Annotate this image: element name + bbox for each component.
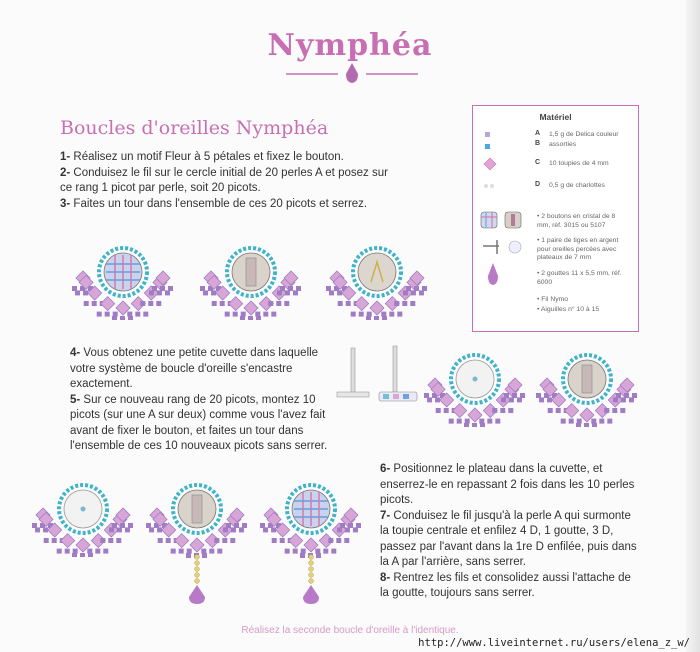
bead-motif-2	[196, 238, 306, 320]
drop-icon	[488, 263, 498, 285]
page-edge	[686, 0, 700, 652]
toupie-icon	[484, 158, 496, 170]
bead-motif-5	[532, 345, 642, 427]
page-title: Nymphéa	[267, 28, 433, 63]
step-6: 6- Positionnez le plateau dans la cuvette, et enserrez-le en repassant 2 fois dans les 10 perles picots.	[380, 463, 635, 506]
step-8: 8- Rentrez les fils et consolidez aussi l'attache de la goutte, toujours sans serrer.	[380, 571, 631, 599]
step-7: 7- Conduisez le fil jusqu'à la perle A qui surmonte la toupie centrale et enfilez 4 D, 1 goutte, 3 D, passez par l'avant dans la 1re D enfilée, puis dans la A par l'arrière, sans serrer.	[380, 509, 637, 568]
title-ornament	[282, 60, 422, 86]
step-5: 5- Sur ce nouveau rang de 20 picots, montez 10 picots (sur une A sur deux) comme vous l'avez fait avant de fixer le bouton, et faites un tour dans l'ensemble de ces 10 nouveaux picots sans serrer.	[70, 393, 328, 452]
bead-motif-4	[420, 345, 530, 427]
earring-post-illustration	[335, 340, 425, 412]
bead-motif-3	[322, 238, 432, 320]
bead-motif-8	[256, 475, 366, 605]
step-4: 4- Vous obtenez une petite cuvette dans laquelle votre système de boucle d'oreille s'encastre exactement.	[70, 347, 319, 390]
bead-motif-6	[28, 475, 138, 557]
materials-title: Matériel	[539, 112, 572, 122]
step-3: 3- Faites un tour dans l'ensemble de ces 20 picots et serrez.	[60, 197, 368, 210]
instructions-1-3	[60, 150, 390, 212]
instructions-6-8	[380, 462, 642, 602]
section-title: Boucles d'oreilles Nymphéa	[60, 117, 329, 139]
source-url: http://www.liveinternet.ru/users/elena_z_w/	[418, 637, 690, 649]
materials-box: Matériel A 1,5 g de Delica couleur B assorties C 10 toupies de 4 mm D 0,5 g de charlottes • 2 boutons en cristal de 8 mm, réf. 3015 ou 5107 • 1 paire de tiges en argent pour oreilles percées avec plateaux de 7 mm • 2 gouttes 11 x 5,5 mm, réf. 6000 • Fil Nymo • Aiguilles n° 10 à 15	[472, 105, 639, 332]
step-1: 1- Réalisez un motif Fleur à 5 pétales et fixez le bouton.	[60, 151, 344, 163]
step-2: 2- Conduisez le fil sur le cercle initial de 20 perles A et posez sur ce rang 1 picot par perle, soit 20 picots.	[60, 166, 388, 194]
bead-motif-1	[68, 238, 178, 320]
instructions-4-5	[70, 346, 332, 455]
footer-note: Réalisez la seconde boucle d'oreille à l'identique.	[241, 625, 459, 636]
bead-motif-7	[142, 475, 252, 605]
